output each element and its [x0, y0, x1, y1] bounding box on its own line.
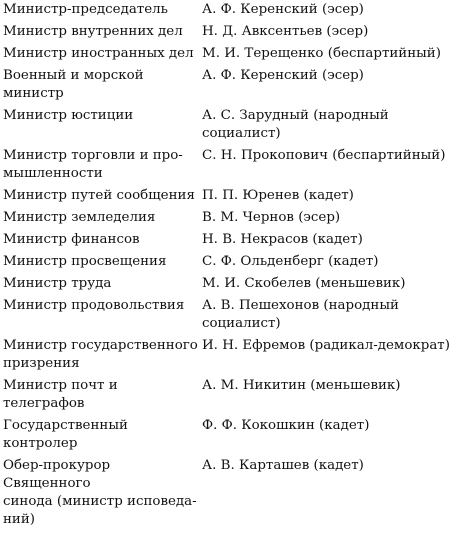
post-cell: Обер-прокурор Священного синода (министр исповеда- ний): [3, 458, 197, 527]
person-cell: А. Ф. Керенский (эсер): [202, 2, 364, 17]
person-cell: А. М. Никитин (меньшевик): [202, 378, 401, 393]
table-row: [0, 107, 457, 147]
table-row: [0, 23, 457, 45]
person-cell: В. М. Чернов (эсер): [202, 210, 341, 225]
person-cell: Н. В. Некрасов (кадет): [202, 232, 363, 247]
table-row: [0, 187, 457, 209]
person-cell: Н. Д. Авксентьев (эсер): [202, 24, 369, 39]
person-cell: А. В. Пешехонов (народный социалист): [202, 298, 399, 331]
post-cell: Министр путей сообщения: [3, 188, 195, 203]
post-cell: Министр государственного призрения: [3, 338, 198, 371]
person-cell: С. Н. Прокопович (беспартийный): [202, 148, 446, 163]
person-cell: М. И. Скобелев (меньшевик): [202, 276, 406, 291]
post-cell: Военный и морской министр: [3, 68, 144, 101]
table-row: [0, 297, 457, 337]
person-cell: М. И. Терещенко (беспартийный): [202, 46, 441, 61]
post-cell: Министр торговли и про- мышленности: [3, 148, 183, 181]
table-row: [0, 253, 457, 275]
post-cell: Министр внутренних дел: [3, 24, 183, 39]
person-cell: С. Ф. Ольденберг (кадет): [202, 254, 379, 269]
person-cell: И. Н. Ефремов (радикал-демократ): [202, 338, 450, 353]
post-cell: Министр продовольствия: [3, 298, 185, 313]
post-cell: Министр финансов: [3, 232, 140, 247]
table-row: [0, 337, 457, 377]
table-row: [0, 147, 457, 187]
table-row: [0, 1, 457, 23]
person-cell: А. С. Зарудный (народный социалист): [202, 108, 389, 141]
person-cell: Ф. Ф. Кокошкин (кадет): [202, 418, 370, 433]
post-cell: Министр труда: [3, 276, 112, 291]
post-cell: Государственный контролер: [3, 418, 128, 451]
person-cell: А. В. Карташев (кадет): [202, 458, 364, 473]
table-row: [0, 377, 457, 417]
post-cell: Министр просвещения: [3, 254, 167, 269]
table-row: [0, 417, 457, 457]
table-row: [0, 231, 457, 253]
table-row: [0, 457, 457, 533]
post-cell: Министр земледелия: [3, 210, 156, 225]
person-cell: П. П. Юренев (кадет): [202, 188, 354, 203]
post-cell: Министр-председатель: [3, 2, 168, 17]
person-cell: А. Ф. Керенский (эсер): [202, 68, 364, 83]
table-row: [0, 45, 457, 67]
post-cell: Министр иностранных дел: [3, 46, 194, 61]
table-row: [0, 67, 457, 107]
table-row: [0, 275, 457, 297]
post-cell: Министр юстиции: [3, 108, 134, 123]
table-row: [0, 209, 457, 231]
post-cell: Министр почт и телеграфов: [3, 378, 118, 411]
